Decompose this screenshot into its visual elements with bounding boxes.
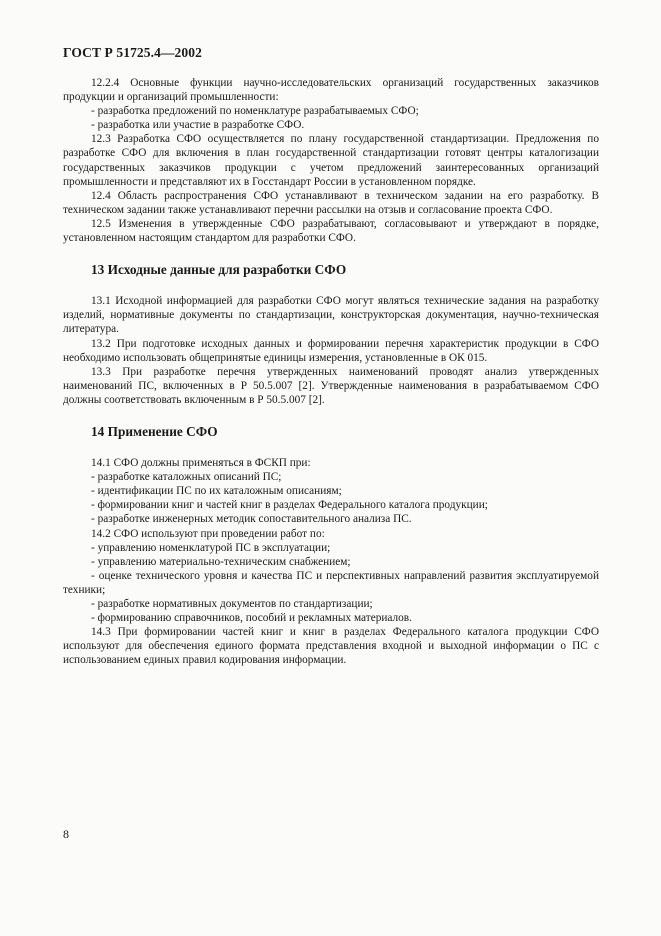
paragraph-14-1: 14.1 СФО должны применяться в ФСКП при: [91, 457, 311, 470]
list-item: - идентификации ПС по их каталожным описаниям; [91, 485, 342, 498]
list-item: - управлению материально-техническим снабжением; [91, 555, 351, 568]
list-item: - формированию справочников, пособий и рекламных материалов. [91, 612, 412, 625]
section-heading-14: 14 Применение СФО [91, 423, 218, 439]
standard-header: ГОСТ Р 51725.4—2002 [63, 45, 202, 60]
paragraph-13-2: 13.2 При подготовке исходных данных и формировании перечня характеристик продукции в СФО необходимо использовать общепринятые единицы измерения, установленные в ОК 015. [63, 337, 599, 364]
list-item: - разработке нормативных документов по стандартизации; [91, 598, 373, 610]
paragraph-14-3: 14.3 При формировании частей книг и книг в разделах Федерального каталога продукции СФО используют для обеспечения единого формата представления входной и выходной информации о ПС с использованием единых правил кодирования информации. [63, 626, 599, 667]
list-item: - формировании книг и частей книг в разделах Федерального каталога продукции; [91, 499, 488, 512]
list-item: - разработке каталожных описаний ПС; [91, 471, 282, 484]
paragraph-13-3: 13.3 При разработке перечня утвержденных наименований проводят анализ утвержденных наименований ПС, включенных в Р 50.5.007 [2]. Утвержденные наименования в разрабатываемом СФО должны соответствовать включенным в Р 50.5.007 [2]. [63, 365, 599, 406]
page-number: 8 [63, 827, 69, 841]
paragraph-12-2-4: 12.2.4 Основные функции научно-исследовательских организаций государственных заказчиков продукции и организаций промышленности: [63, 77, 599, 104]
list-item: - управлению номенклатурой ПС в эксплуатации; [91, 541, 331, 554]
list-item: - разработке инженерных методик сопоставительного анализа ПС. [91, 513, 412, 526]
paragraph-14-2: 14.2 СФО используют при проведении работ по: [91, 527, 325, 540]
paragraph-12-3: 12.3 Разработка СФО осуществляется по плану государственной стандартизации. Предложения по разработке СФО для включения в план государственной стандартизации готовят центры каталогизации государственных заказчиков продукции с учетом предложений заинтересованных организаций промышленности и представляют их в Госстандарт России в установленном порядке. [63, 133, 599, 188]
list-item: - оценке технического уровня и качества ПС и перспективных направлений развития эксплуатируемой техники; [63, 569, 599, 596]
list-item: - разработка или участие в разработке СФО. [91, 119, 305, 132]
paragraph-13-1: 13.1 Исходной информацией для разработки СФО могут являться технические задания на разработку изделий, нормативные документы по стандартизации, конструкторская документация, научно-техническая литература. [63, 295, 599, 336]
paragraph-12-4: 12.4 Область распространения СФО устанавливают в техническом задании на его разработку. В техническом задании также устанавливают перечни рассылки на отзыв и согласование проекта СФО. [63, 189, 599, 216]
section-heading-13: 13 Исходные данные для разработки СФО [91, 262, 347, 278]
list-item: - разработка предложений по номенклатуре разрабатываемых СФО; [91, 105, 419, 118]
paragraph-12-5: 12.5 Изменения в утвержденные СФО разрабатывают, согласовывают и утверждают в порядке, установленном настоящим стандартом для разработки СФО. [63, 217, 599, 245]
document-body [63, 76, 599, 667]
